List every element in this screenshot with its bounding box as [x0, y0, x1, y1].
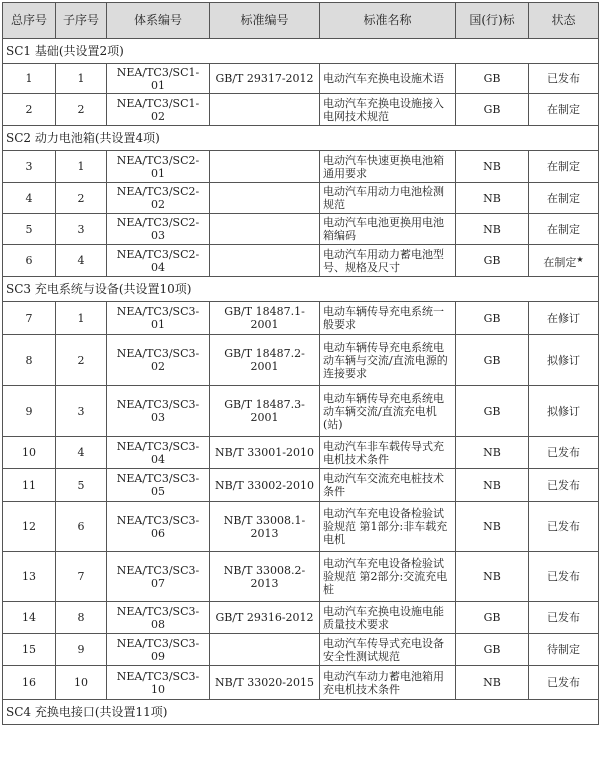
cell-national-industry: GB: [456, 602, 529, 634]
cell-standard-name: 电动汽车传导式充电设备安全性测试规范: [320, 634, 456, 666]
status-text: 已发布: [547, 478, 580, 492]
col-header-standard-code: 标准编号: [210, 3, 320, 39]
cell-national-industry: NB: [456, 666, 529, 700]
cell-status: [529, 335, 599, 386]
cell-system-code: NEA/TC3/SC1-02: [107, 94, 210, 126]
col-header-sub-no: 子序号: [56, 3, 107, 39]
status-text: 在制定: [547, 103, 580, 116]
cell-standard-code: [210, 214, 320, 245]
section-title: SC2 动力电池箱(共设置4项): [3, 126, 599, 151]
cell-standard-name: 电动汽车电池更换用电池箱编码: [320, 214, 456, 245]
cell-total-no: 16: [3, 666, 56, 700]
cell-standard-name: 电动汽车动力蓄电池箱用充电机技术条件: [320, 666, 456, 700]
cell-sub-no: 1: [56, 302, 107, 335]
status-text: 在制定: [543, 255, 577, 269]
cell-total-no: 10: [3, 437, 56, 469]
cell-total-no: 8: [3, 335, 56, 386]
cell-standard-code: NB/T 33001-2010: [210, 437, 320, 469]
section-row: [3, 39, 599, 64]
table-row: [3, 64, 599, 94]
status-text: 已发布: [547, 446, 580, 459]
status-text: 拟修订: [547, 353, 580, 367]
cell-standard-name: 电动汽车非车载传导式充电机技术条件: [320, 437, 456, 469]
table-row: [3, 245, 599, 277]
cell-sub-no: 2: [56, 94, 107, 126]
cell-system-code: NEA/TC3/SC3-09: [107, 634, 210, 666]
cell-total-no: 13: [3, 552, 56, 602]
cell-sub-no: 4: [56, 437, 107, 469]
status-text: 在制定: [547, 191, 580, 205]
status-text: 已发布: [547, 676, 580, 689]
cell-sub-no: 2: [56, 183, 107, 214]
cell-standard-code: [210, 151, 320, 183]
cell-standard-name: 电动汽车充电设备检验试验规范 第1部分:非车载充电机: [320, 502, 456, 552]
cell-status: [529, 552, 599, 602]
cell-standard-name: 电动车辆传导充电系统电动车辆交流/直流充电机(站): [320, 386, 456, 437]
cell-sub-no: 3: [56, 386, 107, 437]
section-row: [3, 700, 599, 725]
cell-national-industry: GB: [456, 94, 529, 126]
table-row: [3, 214, 599, 245]
cell-system-code: NEA/TC3/SC2-02: [107, 183, 210, 214]
cell-total-no: 6: [3, 245, 56, 277]
cell-national-industry: GB: [456, 386, 529, 437]
cell-standard-name: 电动汽车充换电设施接入电网技术规范: [320, 94, 456, 126]
cell-standard-name: 电动汽车充电设备检验试验规范 第2部分:交流充电桩: [320, 552, 456, 602]
cell-status: [529, 666, 599, 700]
star-mark-icon: ★: [576, 254, 584, 264]
section-title: SC4 充换电接口(共设置11项): [3, 700, 599, 725]
cell-system-code: NEA/TC3/SC2-04: [107, 245, 210, 277]
cell-system-code: NEA/TC3/SC1-01: [107, 64, 210, 94]
cell-standard-code: GB/T 18487.1-2001: [210, 302, 320, 335]
table-row: [3, 183, 599, 214]
table-row: [3, 151, 599, 183]
table-row: [3, 469, 599, 502]
cell-status: [529, 634, 599, 666]
table-row: [3, 634, 599, 666]
cell-national-industry: GB: [456, 634, 529, 666]
status-text: 拟修订: [547, 404, 580, 418]
table-row: [3, 602, 599, 634]
cell-status: [529, 469, 599, 502]
cell-sub-no: 3: [56, 214, 107, 245]
cell-total-no: 7: [3, 302, 56, 335]
cell-national-industry: NB: [456, 502, 529, 552]
cell-standard-code: [210, 94, 320, 126]
col-header-system-code: 体系编号: [107, 3, 210, 39]
cell-system-code: NEA/TC3/SC3-08: [107, 602, 210, 634]
cell-system-code: NEA/TC3/SC2-03: [107, 214, 210, 245]
cell-total-no: 14: [3, 602, 56, 634]
cell-sub-no: 6: [56, 502, 107, 552]
cell-system-code: NEA/TC3/SC3-03: [107, 386, 210, 437]
cell-standard-name: 电动汽车充换电设施电能质量技术要求: [320, 602, 456, 634]
cell-system-code: NEA/TC3/SC3-07: [107, 552, 210, 602]
cell-total-no: 12: [3, 502, 56, 552]
cell-system-code: NEA/TC3/SC3-10: [107, 666, 210, 700]
cell-standard-name: 电动汽车用动力电池检测规范: [320, 183, 456, 214]
cell-national-industry: GB: [456, 335, 529, 386]
col-header-standard-name: 标准名称: [320, 3, 456, 39]
cell-sub-no: 2: [56, 335, 107, 386]
cell-national-industry: NB: [456, 151, 529, 183]
status-text: 待制定: [547, 643, 580, 656]
cell-total-no: 3: [3, 151, 56, 183]
cell-sub-no: 10: [56, 666, 107, 700]
status-text: 已发布: [547, 611, 580, 624]
cell-sub-no: 4: [56, 245, 107, 277]
cell-standard-code: [210, 183, 320, 214]
cell-system-code: NEA/TC3/SC3-04: [107, 437, 210, 469]
cell-standard-name: 电动汽车快速更换电池箱通用要求: [320, 151, 456, 183]
cell-status: [529, 94, 599, 126]
table-row: [3, 552, 599, 602]
cell-status: [529, 302, 599, 335]
table-row: [3, 386, 599, 437]
table-row: [3, 335, 599, 386]
cell-sub-no: 7: [56, 552, 107, 602]
cell-national-industry: NB: [456, 469, 529, 502]
cell-sub-no: 1: [56, 151, 107, 183]
cell-system-code: NEA/TC3/SC3-05: [107, 469, 210, 502]
cell-total-no: 5: [3, 214, 56, 245]
cell-standard-code: GB/T 18487.2-2001: [210, 335, 320, 386]
cell-standard-name: 电动汽车用动力蓄电池型号、规格及尺寸: [320, 245, 456, 277]
cell-system-code: NEA/TC3/SC3-01: [107, 302, 210, 335]
table-row: [3, 502, 599, 552]
status-text: 在制定: [547, 160, 580, 173]
cell-status: [529, 183, 599, 214]
cell-standard-code: NB/T 33002-2010: [210, 469, 320, 502]
cell-system-code: NEA/TC3/SC2-01: [107, 151, 210, 183]
cell-national-industry: GB: [456, 64, 529, 94]
col-header-status: 状态: [529, 3, 599, 39]
cell-standard-code: [210, 634, 320, 666]
section-title: SC3 充电系统与设备(共设置10项): [3, 277, 599, 302]
cell-standard-code: [210, 245, 320, 277]
cell-standard-code: NB/T 33008.1-2013: [210, 502, 320, 552]
cell-national-industry: NB: [456, 183, 529, 214]
cell-sub-no: 8: [56, 602, 107, 634]
cell-sub-no: 1: [56, 64, 107, 94]
table-row: [3, 302, 599, 335]
cell-status: [529, 214, 599, 245]
cell-national-industry: GB: [456, 302, 529, 335]
table-body: [3, 39, 599, 725]
cell-system-code: NEA/TC3/SC3-02: [107, 335, 210, 386]
cell-status: [529, 64, 599, 94]
status-text: 在制定: [547, 222, 580, 236]
cell-system-code: NEA/TC3/SC3-06: [107, 502, 210, 552]
standards-table: [2, 2, 599, 725]
cell-standard-name: 电动汽车交流充电桩技术条件: [320, 469, 456, 502]
cell-standard-code: GB/T 29317-2012: [210, 64, 320, 94]
cell-standard-code: NB/T 33008.2-2013: [210, 552, 320, 602]
cell-status: [529, 245, 599, 277]
header-row: [3, 3, 599, 39]
status-text: 已发布: [547, 570, 580, 583]
cell-status: [529, 437, 599, 469]
section-row: [3, 277, 599, 302]
cell-status: [529, 502, 599, 552]
section-row: [3, 126, 599, 151]
cell-standard-code: GB/T 29316-2012: [210, 602, 320, 634]
cell-sub-no: 5: [56, 469, 107, 502]
table-row: [3, 437, 599, 469]
section-title: SC1 基础(共设置2项): [3, 39, 599, 64]
cell-standard-name: 电动车辆传导充电系统电动车辆与交流/直流电源的连接要求: [320, 335, 456, 386]
cell-national-industry: NB: [456, 437, 529, 469]
cell-standard-code: GB/T 18487.3-2001: [210, 386, 320, 437]
cell-total-no: 15: [3, 634, 56, 666]
status-text: 在修订: [547, 311, 580, 325]
status-text: 已发布: [547, 520, 580, 533]
cell-status: [529, 151, 599, 183]
cell-national-industry: NB: [456, 214, 529, 245]
cell-national-industry: GB: [456, 245, 529, 277]
cell-total-no: 9: [3, 386, 56, 437]
status-text: 已发布: [547, 72, 580, 85]
cell-status: [529, 602, 599, 634]
cell-total-no: 2: [3, 94, 56, 126]
cell-standard-name: 电动汽车充换电设施术语: [320, 64, 456, 94]
cell-standard-code: NB/T 33020-2015: [210, 666, 320, 700]
cell-status: [529, 386, 599, 437]
cell-total-no: 11: [3, 469, 56, 502]
col-header-total-no: 总序号: [3, 3, 56, 39]
cell-sub-no: 9: [56, 634, 107, 666]
cell-total-no: 4: [3, 183, 56, 214]
col-header-national-industry: 国(行)标: [456, 3, 529, 39]
cell-standard-name: 电动车辆传导充电系统一般要求: [320, 302, 456, 335]
cell-total-no: 1: [3, 64, 56, 94]
cell-national-industry: NB: [456, 552, 529, 602]
table-row: [3, 666, 599, 700]
table-row: [3, 94, 599, 126]
